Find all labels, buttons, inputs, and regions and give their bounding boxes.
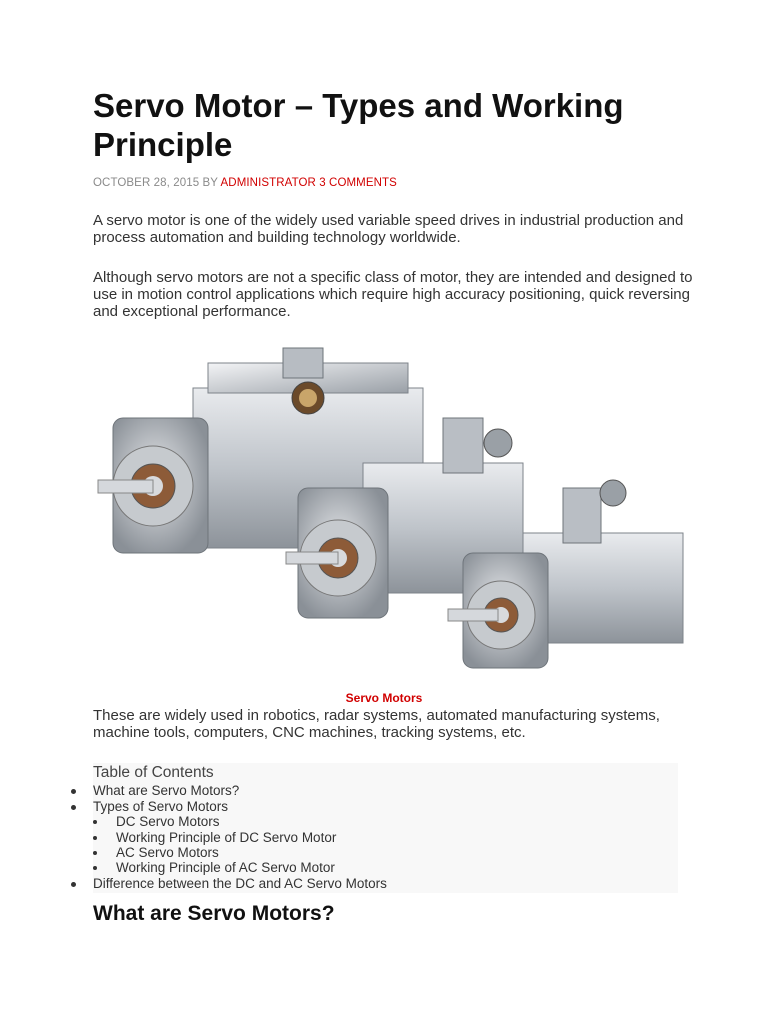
article-title: Servo Motor – Types and Working Principle bbox=[93, 87, 624, 163]
figure-caption: Servo Motors bbox=[345, 691, 423, 705]
toc-item-types-of-servo-motors[interactable] bbox=[93, 799, 228, 814]
servo-motors-image bbox=[93, 343, 693, 683]
toc-title: Table of Contents bbox=[93, 764, 214, 781]
applications-paragraph: These are widely used in robotics, radar systems, automated manufacturing systems, machine tools, computers, CNC machines, tracking systems, etc. bbox=[93, 707, 660, 741]
bullet-icon bbox=[93, 866, 97, 870]
toc-item-label: What are Servo Motors? bbox=[93, 783, 240, 798]
toc-item-label: AC Servo Motors bbox=[116, 845, 219, 860]
toc-item-label: Working Principle of AC Servo Motor bbox=[116, 860, 335, 875]
toc-item-working-principle-ac[interactable] bbox=[116, 860, 335, 875]
bullet-icon bbox=[71, 805, 76, 810]
toc-item-dc-servo-motors[interactable] bbox=[116, 814, 220, 829]
post-meta bbox=[93, 177, 397, 189]
bullet-icon bbox=[71, 882, 76, 887]
post-date: OCTOBER 28, 2015 bbox=[93, 177, 200, 189]
bullet-icon bbox=[93, 836, 97, 840]
bullet-icon bbox=[93, 851, 97, 855]
toc-item-difference-dc-ac[interactable] bbox=[93, 876, 387, 891]
comments-link[interactable]: 3 COMMENTS bbox=[319, 177, 397, 189]
toc-item-what-are-servo-motors[interactable] bbox=[93, 783, 239, 798]
toc-item-label: Working Principle of DC Servo Motor bbox=[116, 830, 337, 845]
post-by: BY bbox=[202, 177, 218, 189]
intro-paragraph: A servo motor is one of the widely used variable speed drives in industrial production and process automation and building technology worldwide. bbox=[93, 212, 684, 246]
bullet-icon bbox=[71, 789, 76, 794]
toc-item-ac-servo-motors[interactable] bbox=[116, 845, 219, 860]
definition-paragraph: Although servo motors are not a specific class of motor, they are intended and designed to use in motion control applications which require high accuracy positioning, quick reversing and exceptional performance. bbox=[93, 269, 693, 320]
toc-item-working-principle-dc[interactable] bbox=[116, 830, 336, 845]
toc-item-label: Difference between the DC and AC Servo Motors bbox=[93, 876, 387, 891]
toc-item-label: DC Servo Motors bbox=[116, 814, 220, 829]
bullet-icon bbox=[93, 820, 97, 824]
author-link[interactable]: ADMINISTRATOR bbox=[220, 177, 316, 189]
toc-item-label: Types of Servo Motors bbox=[93, 799, 229, 814]
section-heading: What are Servo Motors? bbox=[93, 902, 335, 925]
